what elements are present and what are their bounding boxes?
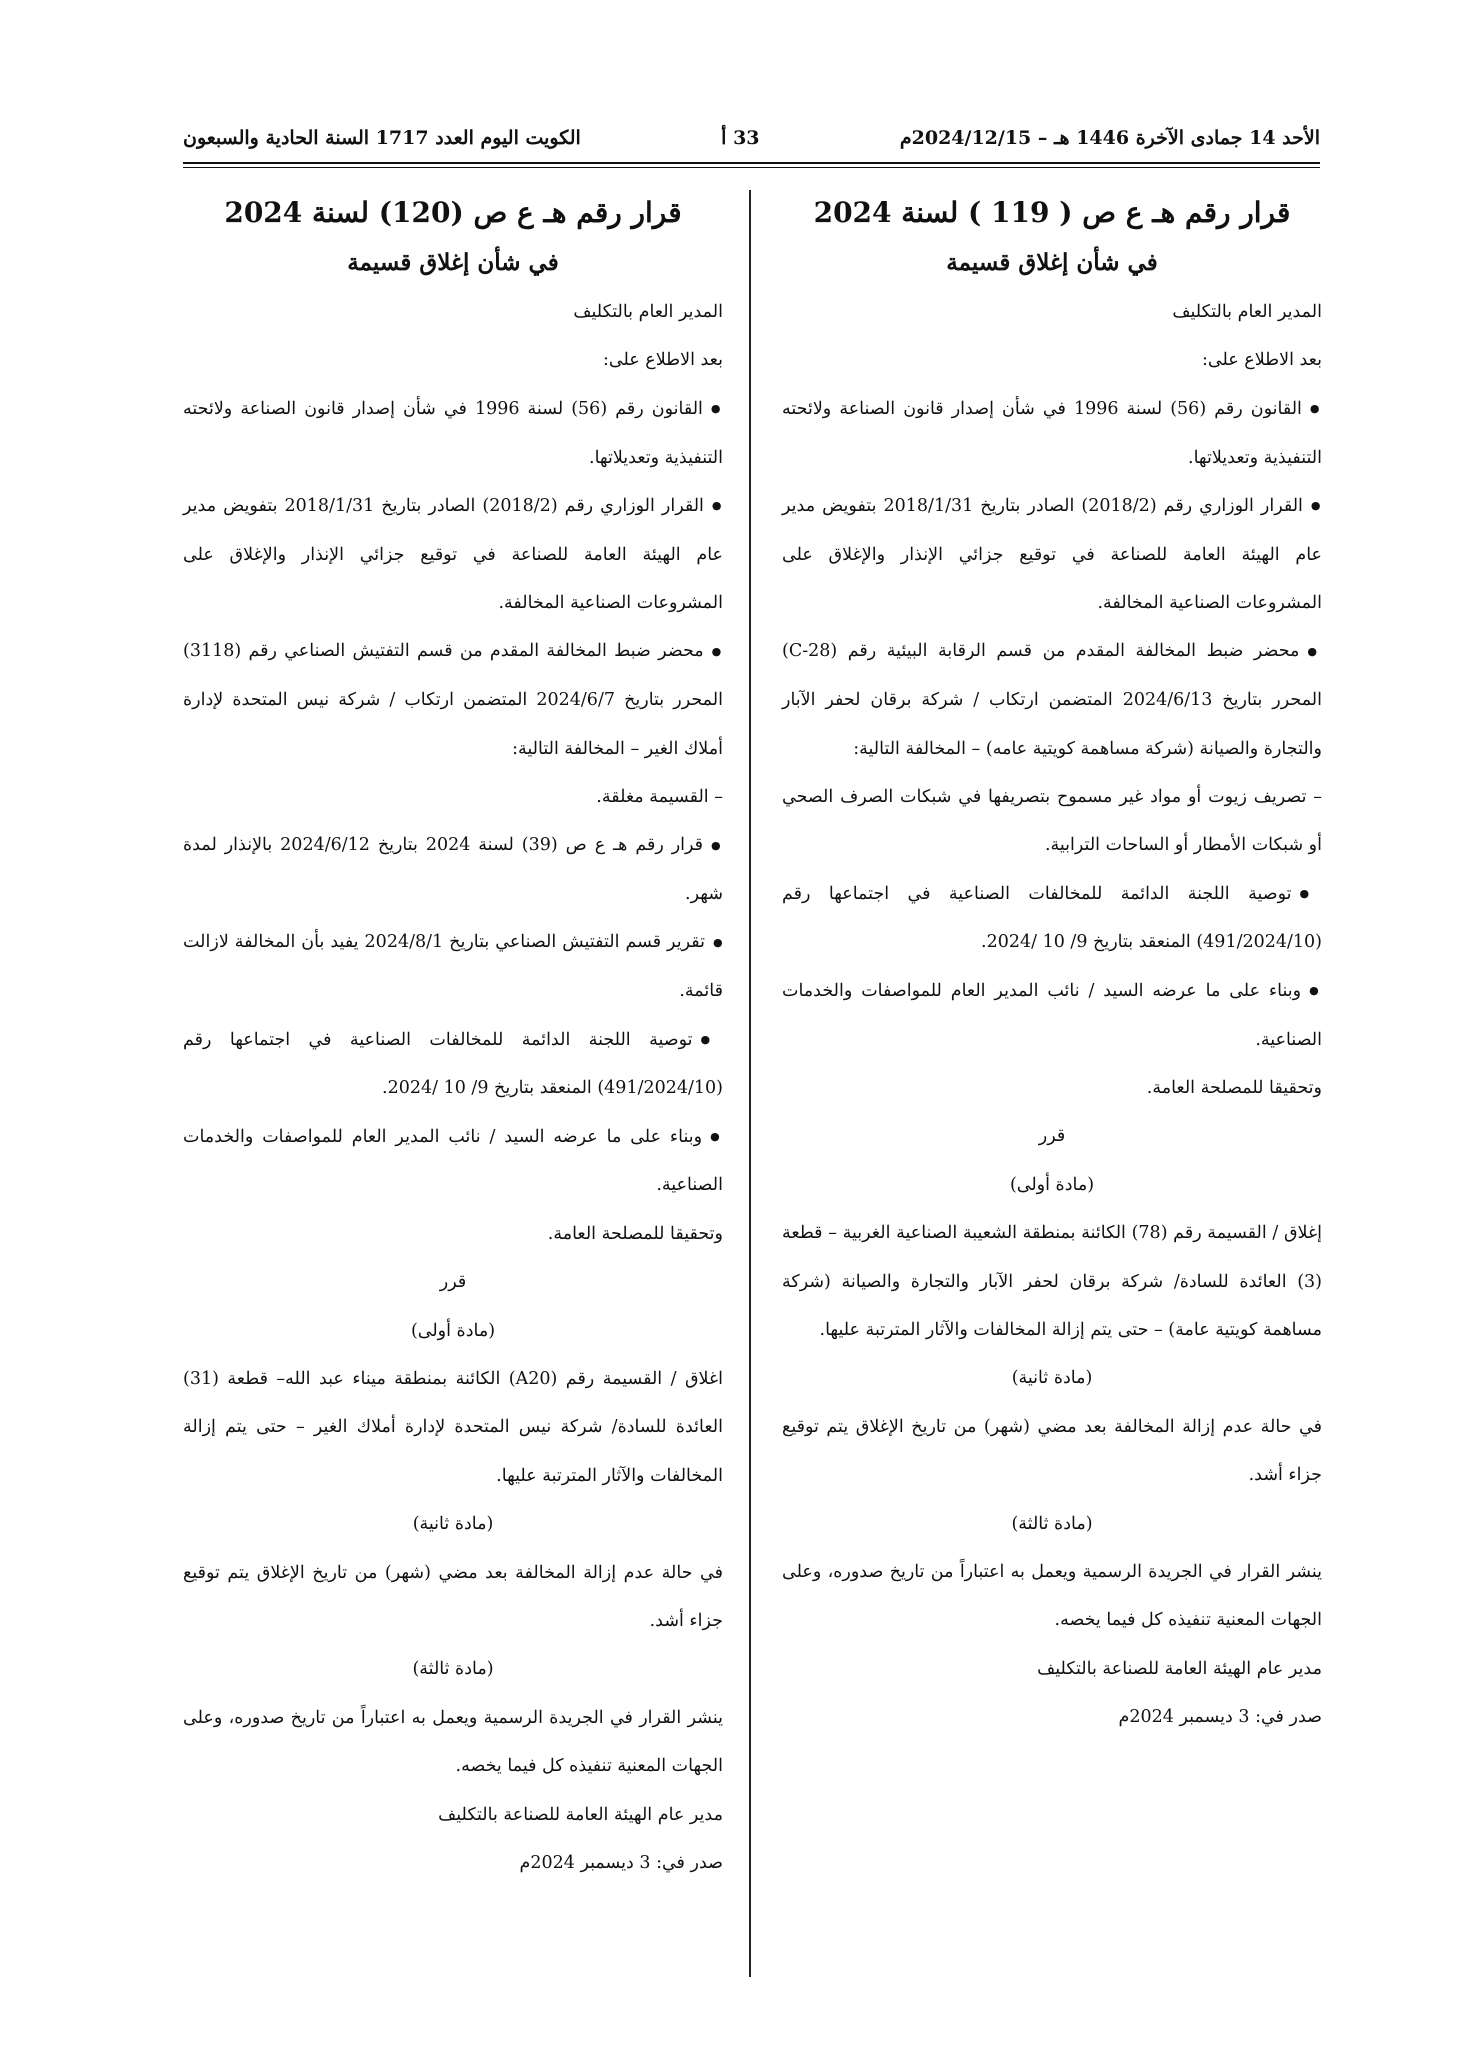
- signature-line: مدير عام الهيئة العامة للصناعة بالتكليف: [1037, 1658, 1322, 1679]
- recital-law-56: ● القانون رقم (56) لسنة 1996 في شأن إصدار قانون الصناعة ولائحته التنفيذية وتعديلاتها.: [782, 385, 1322, 482]
- decided-heading: قرر: [1038, 1126, 1066, 1147]
- header-page-number: 33 أ: [721, 127, 760, 149]
- recital-ministerial-decision: ● القرار الوزاري رقم (2018/2) الصادر بتاريخ 2018/1/31 بتفويض مدير عام الهيئة العامة للصناعة في توقيع جزائي الإنذار والإغلاق على المشروعات الصناعية المخالفة.: [782, 482, 1322, 628]
- issued-date: صدر في: 3 ديسمبر 2024م: [1118, 1707, 1322, 1728]
- signature-line: مدير عام الهيئة العامة للصناعة بالتكليف: [438, 1804, 723, 1825]
- header-date: الأحد 14 جمادى الآخرة 1446 هـ – 2024/12/15م: [899, 127, 1320, 149]
- recital-violation-report: ● محضر ضبط المخالفة المقدم من قسم التفتيش الصناعي رقم (3118) المحرر بتاريخ 2024/6/7 المتضمن ارتكاب / شركة نيس المتحدة لإدارة أملاك الغير – المخالفة التالية:: [183, 627, 723, 773]
- gazette-header: [183, 118, 1320, 158]
- article-3-text: ينشر القرار في الجريدة الرسمية ويعمل به اعتباراً من تاريخ صدوره، وعلى الجهات المعنية تنفيذه كل فيما يخصه.: [782, 1562, 1322, 1631]
- recital-deputy-director: ● وبناء على ما عرضه السيد / نائب المدير العام للمواصفات والخدمات الصناعية.: [183, 1113, 723, 1210]
- article-1-text: إغلاق / القسيمة رقم (78) الكائنة بمنطقة الشعيبة الصناعية الغربية – قطعة (3) العائدة للسادة/ شركة برقان لحفر الآبار والتجارة والصيانة (شركة مساهمة كويتية عامة) – حتى يتم إزالة المخالفات والآثار المترتبة عليها.: [782, 1223, 1322, 1341]
- article-3-text: ينشر القرار في الجريدة الرسمية ويعمل به اعتباراً من تاريخ صدوره، وعلى الجهات المعنية تنفيذه كل فيما يخصه.: [183, 1707, 723, 1777]
- recital-committee-recommendation: ● توصية اللجنة الدائمة للمخالفات الصناعية في اجتماعها رقم (491/2024/10) المنعقد بتاريخ 9/ 10 /2024.: [183, 1016, 723, 1113]
- header-rule-thick: [183, 162, 1320, 164]
- public-interest-line: وتحقيقا للمصلحة العامة.: [547, 1223, 723, 1244]
- violation-item: – تصريف زيوت أو مواد غير مسموح بتصريفها في شبكات الصرف الصحي أو شبكات الأمطار أو الساحات الترابية.: [782, 786, 1322, 856]
- director-line: المدير العام بالتكليف: [1172, 302, 1322, 322]
- decided-heading: قرر: [439, 1272, 467, 1293]
- recital-warning-decision: ● قرار رقم هـ ع ص (39) لسنة 2024 بتاريخ 2024/6/12 بالإنذار لمدة شهر.: [183, 821, 723, 918]
- issued-date: صدر في: 3 ديسمبر 2024م: [519, 1853, 723, 1874]
- violation-item: – القسيمة مغلقة.: [596, 786, 723, 807]
- decision-120-subtitle: في شأن إغلاق قسيمة: [347, 249, 559, 276]
- public-interest-line: وتحقيقا للمصلحة العامة.: [1146, 1077, 1322, 1098]
- article-3-title: (مادة ثالثة): [412, 1659, 494, 1680]
- recital-committee-recommendation: ● توصية اللجنة الدائمة للمخالفات الصناعية في اجتماعها رقم (491/2024/10) المنعقد بتاريخ 9/ 10 /2024.: [782, 870, 1322, 967]
- recital-ministerial-decision: ● القرار الوزاري رقم (2018/2) الصادر بتاريخ 2018/1/31 بتفويض مدير عام الهيئة العامة للصناعة في توقيع جزائي الإنذار والإغلاق على المشروعات الصناعية المخالفة.: [183, 482, 723, 628]
- recital-violation-report: ● محضر ضبط المخالفة المقدم من قسم الرقابة البيئية رقم (C-28) المحرر بتاريخ 2024/6/13 المتضمن ارتكاب / شركة برقان لحفر الآبار والتجارة والصيانة (شركة مساهمة كويتية عامه) – المخالفة التالية:: [782, 627, 1322, 773]
- column-divider: [749, 190, 751, 1977]
- decision-119-column: [782, 188, 1322, 1742]
- after-review-line: بعد الاطلاع على:: [603, 350, 723, 371]
- decision-119-title: قرار رقم هـ ع ص ( 119 ) لسنة 2024: [813, 196, 1291, 229]
- director-line: المدير العام بالتكليف: [573, 302, 723, 322]
- recital-law-56: ● القانون رقم (56) لسنة 1996 في شأن إصدار قانون الصناعة ولائحته التنفيذية وتعديلاتها.: [183, 385, 723, 482]
- article-1-text: اغلاق / القسيمة رقم (A20) الكائنة بمنطقة ميناء عبد الله– قطعة (31) العائدة للسادة/ شركة نيس المتحدة لإدارة أملاك الغير – حتى يتم إزالة المخالفات والآثار المترتبة عليها.: [183, 1369, 723, 1486]
- article-3-title: (مادة ثالثة): [1011, 1513, 1093, 1534]
- decision-120-column: [183, 188, 723, 1887]
- header-rule-thin: [183, 167, 1320, 168]
- article-1-title: (مادة أولى): [410, 1320, 496, 1341]
- decision-120-title: قرار رقم هـ ع ص (120) لسنة 2024: [224, 196, 682, 229]
- header-issue: الكويت اليوم العدد 1717 السنة الحادية والسبعون: [183, 127, 581, 149]
- after-review-line: بعد الاطلاع على:: [1202, 350, 1322, 371]
- recital-inspection-report: ● تقرير قسم التفتيش الصناعي بتاريخ 2024/8/1 يفيد بأن المخالفة لازالت قائمة.: [183, 918, 723, 1015]
- recital-deputy-director: ● وبناء على ما عرضه السيد / نائب المدير العام للمواصفات والخدمات الصناعية.: [782, 967, 1322, 1064]
- article-2-text: في حالة عدم إزالة المخالفة بعد مضي (شهر) من تاريخ الإغلاق يتم توقيع جزاء أشد.: [183, 1562, 723, 1632]
- article-2-title: (مادة ثانية): [1011, 1368, 1093, 1389]
- article-2-title: (مادة ثانية): [412, 1514, 494, 1535]
- article-1-title: (مادة أولى): [1009, 1174, 1095, 1195]
- decision-119-subtitle: في شأن إغلاق قسيمة: [946, 249, 1158, 276]
- article-2-text: في حالة عدم إزالة المخالفة بعد مضي (شهر) من تاريخ الإغلاق يتم توقيع جزاء أشد.: [782, 1416, 1322, 1486]
